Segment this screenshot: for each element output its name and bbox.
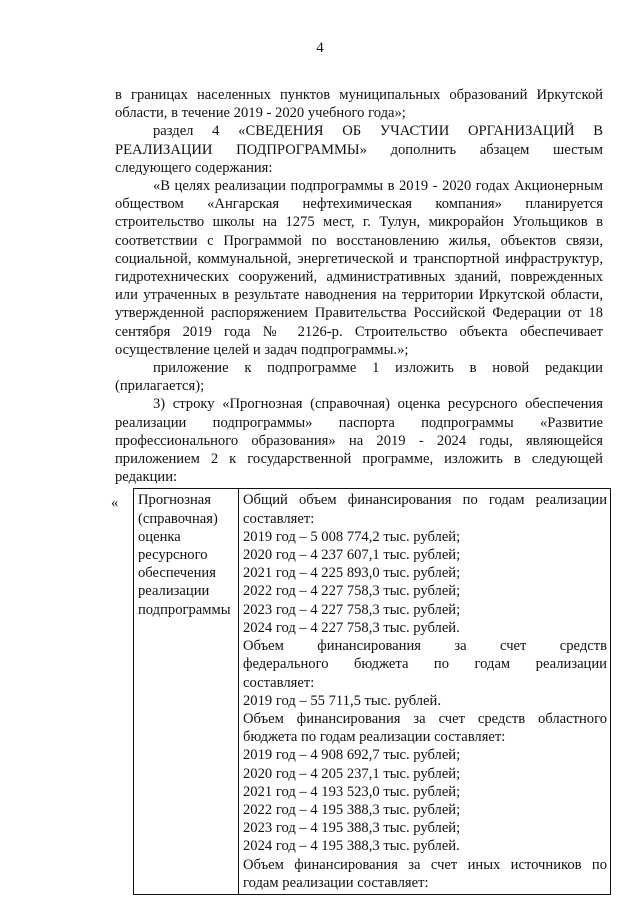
label-line: (справочная) (138, 510, 218, 527)
label-line: Прогнозная (138, 492, 211, 509)
value-line: 2023 год – 4 195 388,3 тыс. рублей; (243, 820, 461, 837)
value-line: 2019 год – 5 008 774,2 тыс. рублей; (243, 528, 461, 545)
value-line: 2022 год – 4 227 758,3 тыс. рублей; (243, 583, 461, 600)
paragraph-3: «В целях реализации подпрограммы в 2019 - 2020 годах Акционерным обществом «Ангарская нефтехимическая компания» планируется строительство школы на 1275 мест, г. Тулун, микрорайон Угольщиков в соответствии с Программой по восстановлению жилья, объектов связи, социальной, коммунальной, энергетической и транспортной инфраструктур, гидротехнических сооружений, административных зданий, поврежденных или утраченных в результате наводнения на территории Иркутской области, утвержденной распоряжением Правительства Российской Федерации от 18 сентября 2019 года № 2126-р. Строительство объекта обеспечивает осуществление целей и задач подпрограммы.»; (115, 178, 603, 358)
value-line: годам реализации составляет: (243, 874, 429, 891)
value-line: 2019 год – 4 908 692,7 тыс. рублей; (243, 747, 461, 764)
value-line: 2024 год – 4 195 388,3 тыс. рублей. (243, 838, 460, 855)
value-line: Общий объем финансирования по годам реализации (243, 492, 607, 509)
document-body (111, 86, 607, 895)
value-line: Объем финансирования за счет средств (243, 638, 607, 655)
value-line: 2021 год – 4 225 893,0 тыс. рублей; (243, 565, 461, 582)
table-row (134, 489, 611, 894)
value-line: 2020 год – 4 237 607,1 тыс. рублей; (243, 547, 461, 564)
page-number: 4 (316, 40, 324, 56)
paragraph-4: приложение к подпрограмме 1 изложить в новой редакции (прилагается); (115, 360, 603, 395)
value-line: бюджета по годам реализации составляет: (243, 729, 506, 746)
label-line: оценка (138, 528, 181, 545)
value-line: федерального бюджета по годам реализации (243, 656, 607, 673)
value-line: 2020 год – 4 205 237,1 тыс. рублей; (243, 765, 461, 782)
passport-table-block (111, 488, 607, 894)
value-line: составляет: (243, 674, 315, 691)
row-label-cell (134, 489, 239, 894)
paragraph-1: в границах населенных пунктов муниципальных образований Иркутской области, в течение 2019 - 2020 учебного года»; (115, 87, 603, 122)
value-line: 2024 год – 4 227 758,3 тыс. рублей. (243, 619, 460, 636)
label-line: реализации (138, 583, 210, 600)
row-value-cell (239, 489, 611, 894)
paragraph-5: 3) строку «Прогнозная (справочная) оценка ресурсного обеспечения реализации подпрограммы» паспорта подпрограммы «Развитие профессионального образования» на 2019 - 2024 годы, являющейся приложением 2 к государственной программе, изложить в следующей редакции: (115, 396, 603, 486)
value-line: 2022 год – 4 195 388,3 тыс. рублей; (243, 801, 461, 818)
value-line: Объем финансирования за счет иных источников по (243, 856, 607, 873)
label-line: обеспечения (138, 565, 216, 582)
opening-quote-mark: « (111, 495, 119, 512)
value-line: 2021 год – 4 193 523,0 тыс. рублей; (243, 783, 461, 800)
label-line: подпрограммы (138, 601, 231, 618)
label-line: ресурсного (138, 547, 208, 564)
passport-table (133, 488, 611, 894)
value-line: 2023 год – 4 227 758,3 тыс. рублей; (243, 601, 461, 618)
paragraph-2: раздел 4 «СВЕДЕНИЯ ОБ УЧАСТИИ ОРГАНИЗАЦИЙ В РЕАЛИЗАЦИИ ПОДПРОГРАММЫ» дополнить абзацем шестым следующего содержания: (115, 123, 603, 176)
value-line: Объем финансирования за счет средств областного (243, 710, 607, 727)
value-line: 2019 год – 55 711,5 тыс. рублей. (243, 692, 441, 709)
value-line: составляет: (243, 510, 315, 527)
